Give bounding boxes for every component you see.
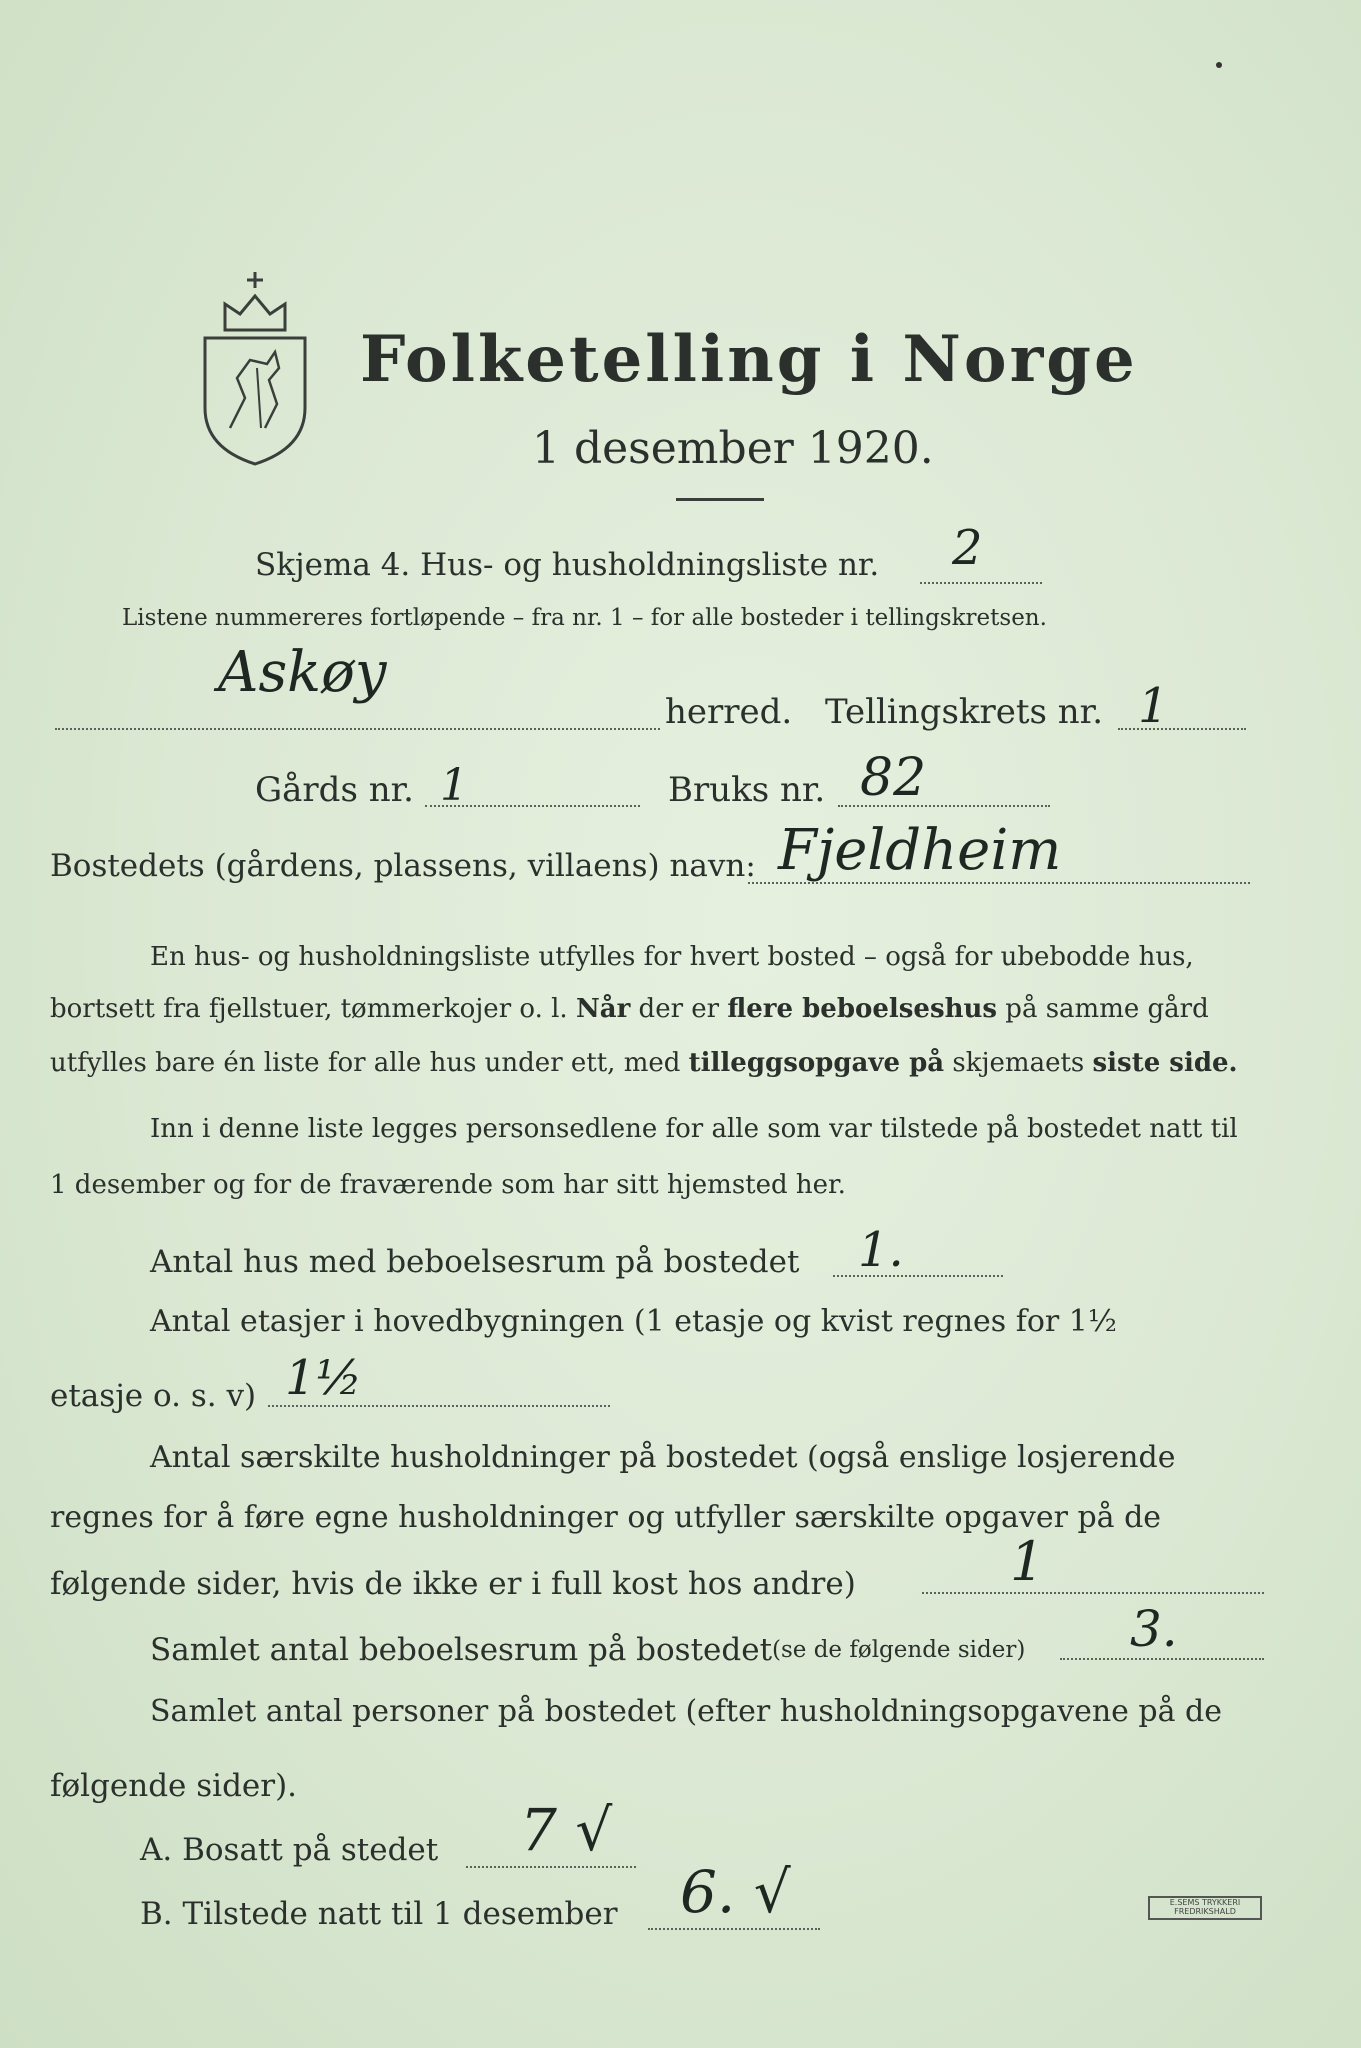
gards-value: 1 — [440, 760, 468, 811]
census-date: 1 desember 1920. — [532, 423, 934, 474]
instruction-p1-line1: En hus- og husholdningsliste utfylles for hvert bosted – også for ubebodde hus, — [150, 942, 1194, 972]
instruction-p2-line2: 1 desember og for de fraværende som har sitt hjemsted her. — [50, 1170, 846, 1200]
instruction-p2-line1: Inn i denne liste legges personsedlene for alle som var tilstede på bostedet natt til — [150, 1114, 1238, 1144]
q5-line1: Samlet antal personer på bostedet (efter husholdningsopgavene på de — [150, 1694, 1223, 1729]
title-rule — [676, 498, 764, 501]
herred-label: herred. — [665, 692, 793, 732]
q3-line3: følgende sider, hvis de ikke er i full kost hos andre) — [50, 1566, 856, 1602]
q1-label: Antal hus med beboelsesrum på bostedet — [150, 1244, 800, 1280]
q3-line1: Antal særskilte husholdninger på bostedet (også enslige losjerende — [150, 1440, 1176, 1475]
instruction-text: der er — [638, 994, 720, 1024]
schema-label: Skjema 4. Hus- og husholdningsliste nr. — [255, 547, 880, 583]
q3-line — [922, 1592, 1264, 1594]
q3-value: 1 — [1010, 1530, 1045, 1593]
printer-stamp — [1148, 1896, 1262, 1920]
q4-value: 3. — [1130, 1600, 1178, 1658]
schema-line — [920, 582, 1042, 584]
gards-label: Gårds nr. — [255, 770, 414, 810]
tellingskrets-label: Tellingskrets nr. — [825, 692, 1104, 732]
bosted-label: Bostedets (gårdens, plassens, villaens) navn: — [50, 848, 756, 884]
instruction-bold: tilleggsopgave på — [688, 1048, 945, 1078]
instruction-bold: flere beboelseshus — [727, 994, 998, 1024]
instruction-p1-line3 — [50, 1048, 1238, 1078]
page-title: Folketelling i Norge — [360, 322, 1138, 397]
coat-of-arms-icon — [195, 268, 315, 468]
instruction-text: skjemaets — [952, 1048, 1085, 1078]
qb-value: 6. √ — [680, 1858, 791, 1926]
q4-line — [1060, 1658, 1264, 1660]
herred-line — [55, 728, 660, 730]
q5-line2: følgende sider). — [50, 1768, 298, 1804]
q2-value: 1½ — [285, 1350, 363, 1406]
numbering-note: Listene nummereres fortløpende – fra nr. 1 – for alle bosteder i tellingskretsen. — [122, 605, 1047, 631]
q1-value: 1. — [858, 1222, 904, 1278]
bosted-value: Fjeldheim — [778, 818, 1062, 883]
schema-value: 2 — [952, 520, 983, 576]
instruction-text: bortsett fra fjellstuer, tømmerkojer o. l. — [50, 994, 568, 1024]
qb-label: B. Tilstede natt til 1 desember — [140, 1896, 618, 1932]
qa-line — [466, 1866, 636, 1868]
q2-line2: etasje o. s. v) — [50, 1378, 257, 1414]
instruction-p1-line2 — [50, 994, 1209, 1024]
instruction-bold: siste side. — [1092, 1048, 1238, 1078]
bruks-value: 82 — [860, 748, 927, 808]
qa-value: 7 √ — [520, 1796, 613, 1864]
instruction-text: på samme gård — [1005, 994, 1209, 1024]
q3-line2: regnes for å føre egne husholdninger og utfyller særskilte opgaver på de — [50, 1500, 1162, 1535]
bruks-label: Bruks nr. — [668, 770, 826, 810]
q4-label: Samlet antal beboelsesrum på bostedet — [150, 1632, 773, 1668]
stamp-line2: FREDRIKSHALD — [1174, 1907, 1236, 1916]
qb-line — [648, 1928, 820, 1930]
q2-line1: Antal etasjer i hovedbygningen (1 etasje og kvist regnes for 1½ — [150, 1304, 1117, 1339]
tellingskrets-value: 1 — [1138, 678, 1169, 734]
instruction-bold: Når — [575, 994, 631, 1024]
ink-dot — [1216, 62, 1222, 68]
qa-label: A. Bosatt på stedet — [140, 1832, 439, 1868]
q4-note: (se de følgende sider) — [772, 1637, 1026, 1663]
stamp-line1: E.SEMS TRYKKERI — [1169, 1898, 1241, 1907]
herred-value: Askøy — [218, 640, 387, 705]
instruction-text: utfylles bare én liste for alle hus under ett, med — [50, 1048, 681, 1078]
